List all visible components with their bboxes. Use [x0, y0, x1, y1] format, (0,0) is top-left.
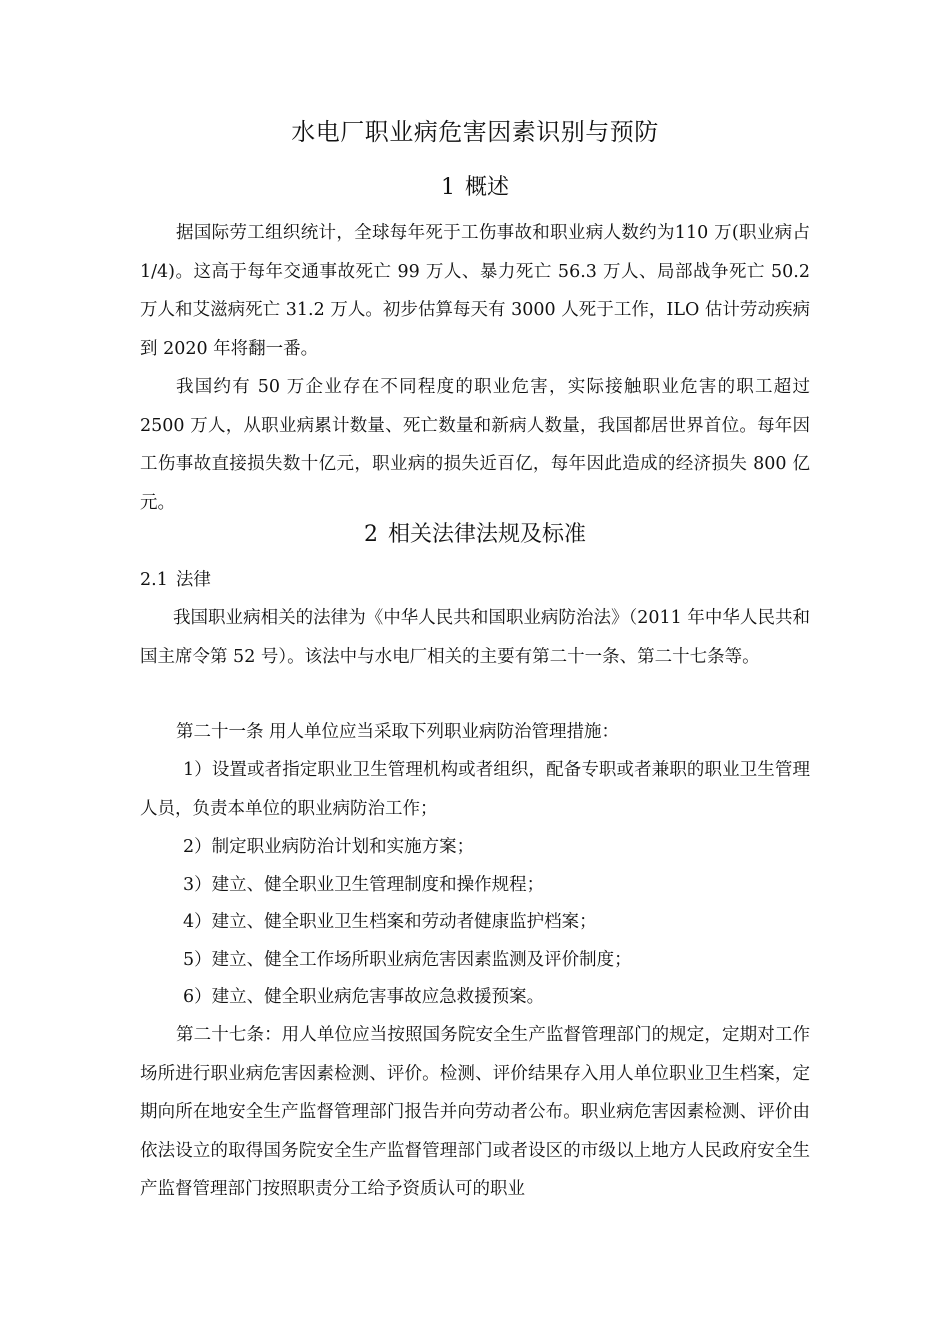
section-1-number: 1 [440, 175, 455, 200]
section-1-paragraph-1: 据国际劳工组织统计，全球每年死于工伤事故和职业病人数约为110 万(职业病占 1/4)。这高于每年交通事故死亡 99 万人、暴力死亡 56.3 万人、局部战争死亡 50.2 万人和艾滋病死亡 31.2 万人。初步估算每天有 3000 人死于工作，ILO 估计劳动疾病到 2020 年将翻一番。 [140, 223, 810, 359]
document-title: 水电厂职业病危害因素识别与预防 [291, 118, 659, 146]
subsection-2-1-number: 2.1 [140, 570, 168, 590]
article-21-item-5: 5）建立、健全工作场所职业病危害因素监测及评价制度； [183, 950, 632, 970]
article-27-paragraph: 第二十七条：用人单位应当按照国务院安全生产监督管理部门的规定，定期对工作场所进行职业病危害因素检测、评价。检测、评价结果存入用人单位职业卫生档案，定期向所在地安全生产监督管理部门报告并向劳动者公布。职业病危害因素检测、评价由依法设立的取得国务院安全生产监督管理部门或者设区的市级以上地方人民政府安全生产监督管理部门按照职责分工给予资质认可的职业 [140, 1025, 810, 1199]
article-21-item-3: 3）建立、健全职业卫生管理制度和操作规程； [183, 875, 545, 895]
section-2-title: 相关法律法规及标准 [387, 522, 586, 547]
article-21-item-1: 1）设置或者指定职业卫生管理机构或者组织，配备专职或者兼职的职业卫生管理人员，负责本单位的职业病防治工作； [140, 760, 810, 819]
subsection-2-1-title: 法律 [175, 570, 211, 590]
section-2-heading [0, 517, 950, 553]
law-intro-paragraph: 我国职业病相关的法律为《中华人民共和国职业病防治法》（2011 年中华人民共和国主席令第 52 号）。该法中与水电厂相关的主要有第二十一条、第二十七条等。 [140, 608, 810, 667]
subsection-2-1-heading [140, 561, 211, 600]
article-21-item-4: 4）建立、健全职业卫生档案和劳动者健康监护档案； [183, 912, 597, 932]
article-21-intro: 第二十一条 用人单位应当采取下列职业病防治管理措施： [176, 722, 620, 742]
section-1-title: 概述 [464, 175, 509, 200]
section-2-number: 2 [363, 522, 378, 547]
section-1-heading [0, 170, 950, 206]
section-1-paragraph-2: 我国约有 50 万企业存在不同程度的职业危害，实际接触职业危害的职工超过 2500 万人，从职业病累计数量、死亡数量和新病人数量，我国都居世界首位。每年因工伤事故直接损失数十亿元，职业病的损失近百亿，每年因此造成的经济损失 800 亿元。 [140, 377, 810, 513]
article-21-item-6: 6）建立、健全职业病危害事故应急救援预案。 [183, 987, 545, 1007]
article-21-item-2: 2）制定职业病防治计划和实施方案； [183, 837, 475, 857]
